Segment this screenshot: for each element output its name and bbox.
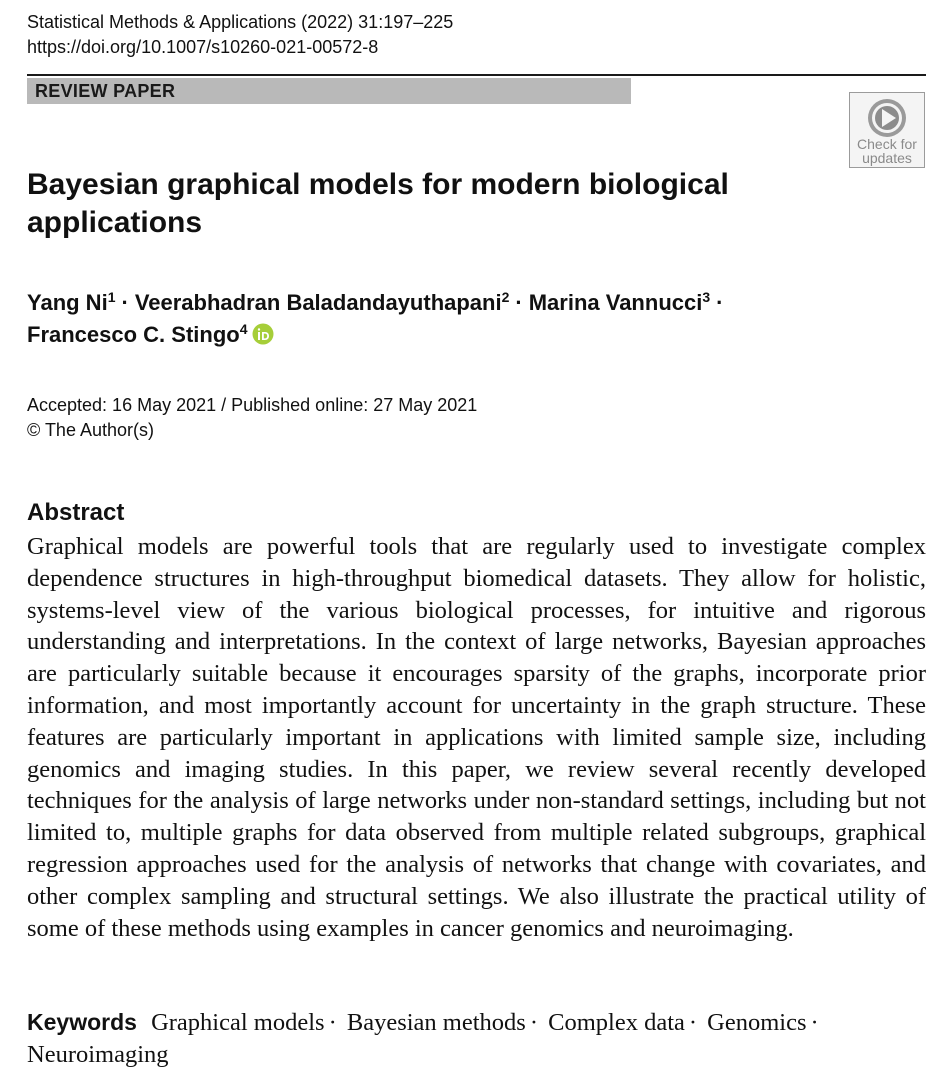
journal-citation: Statistical Methods & Applications (2022) 31:197–225 [27, 12, 454, 32]
keywords-section [27, 1006, 926, 1071]
article-type-label: REVIEW PAPER [35, 81, 176, 101]
check-for-updates-line1: Check for [857, 136, 917, 152]
author-name: Francesco C. Stingo [27, 322, 240, 347]
author-affiliation: 4 [239, 321, 248, 337]
author-name: Yang Ni [27, 290, 108, 315]
author-4[interactable] [27, 322, 248, 347]
author-affiliation: 2 [501, 289, 510, 305]
orcid-icon[interactable] [252, 323, 274, 345]
author-separator: · [515, 290, 523, 315]
check-for-updates-icon [866, 97, 908, 139]
author-list [27, 287, 887, 351]
header-rule [27, 74, 926, 76]
doi-link[interactable]: https://doi.org/10.1007/s10260-021-00572-8 [27, 37, 379, 57]
check-for-updates-text [850, 137, 924, 165]
article-type-band [27, 78, 631, 104]
keywords-label: Keywords [27, 1009, 137, 1035]
author-1[interactable] [27, 290, 115, 315]
author-affiliation: 1 [107, 289, 116, 305]
author-2[interactable] [135, 290, 510, 315]
keyword-separator: · [688, 1009, 698, 1036]
keyword-item: Graphical models [151, 1009, 325, 1036]
article-title: Bayesian graphical models for modern biological applications [27, 168, 729, 239]
check-for-updates-badge[interactable] [849, 92, 925, 168]
copyright-notice: © The Author(s) [27, 420, 154, 440]
keyword-item: Genomics [707, 1009, 807, 1036]
abstract-heading: Abstract [27, 499, 125, 526]
abstract-text: Graphical models are powerful tools that are regularly used to investigate complex dependence structures in high-throughput biomedical datasets. They allow for holistic, systems-level view of the various biological processes, for intuitive and rigorous understanding and interpretations. In the context of large networks, Bayesian approaches are particularly suitable because it encourages sparsity of the graphs, incorporate prior information, and most importantly account for uncertainty in the graph structure. These features are particularly important in applications with limited sample size, including genomics and imaging studies. In this paper, we review several recently developed techniques for the analysis of large networks under non-standard settings, including but not limited to, multiple graphs for data observed from multiple related subgroups, graphical regression approaches used for the analysis of networks that change with covariates, and other complex sampling and structural settings. We also illustrate the practical utility of some of these methods using examples in cancer genomics and neuroimaging. [27, 533, 926, 942]
keyword-separator: · [529, 1009, 538, 1036]
author-3[interactable] [529, 290, 710, 315]
keyword-separator: · [328, 1009, 337, 1036]
keyword-item: Bayesian methods [346, 1009, 526, 1036]
keyword-item: Complex data [548, 1009, 685, 1036]
author-affiliation: 3 [702, 289, 711, 305]
author-name: Veerabhadran Baladandayuthapani [134, 290, 502, 315]
author-name: Marina Vannucci [528, 290, 703, 315]
check-for-updates-line2: updates [862, 150, 912, 166]
keyword-separator: · [810, 1009, 819, 1036]
keyword-item: Neuroimaging [27, 1041, 169, 1068]
publication-dates: Accepted: 16 May 2021 / Published online: 27 May 2021 [27, 395, 478, 415]
author-separator: · [716, 290, 724, 315]
author-separator: · [121, 290, 129, 315]
